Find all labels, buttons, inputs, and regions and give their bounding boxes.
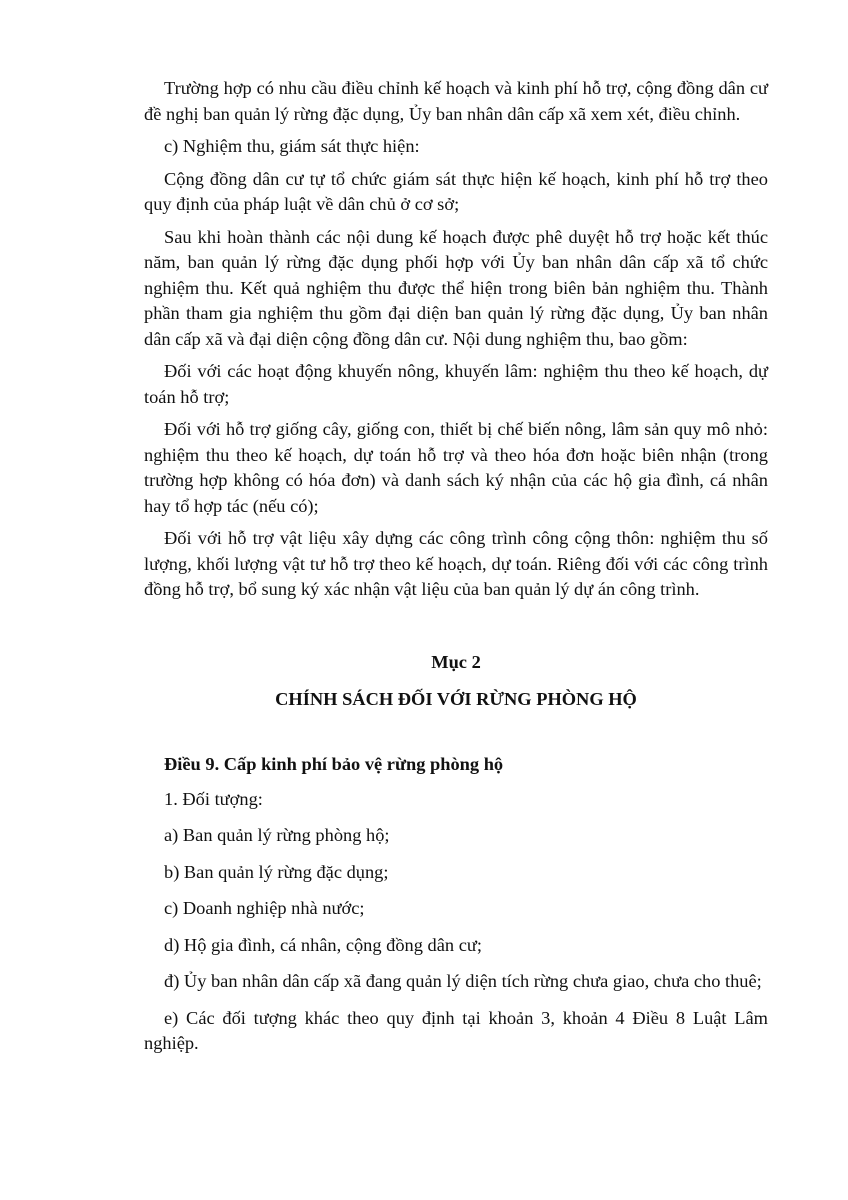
document-page bbox=[144, 76, 768, 1068]
article-item-e: e) Các đối tượng khác theo quy định tại khoản 3, khoản 4 Điều 8 Luật Lâm nghiệp. bbox=[144, 1007, 768, 1053]
article-item-b: b) Ban quản lý rừng đặc dụng; bbox=[164, 861, 389, 882]
paragraph-acceptance-procedure: Sau khi hoàn thành các nội dung kế hoạch được phê duyệt hỗ trợ hoặc kết thúc năm, ban quản lý rừng đặc dụng phối hợp với Ủy ban nhân dân cấp xã tổ chức nghiệm thu. Kết quả nghiệm thu được thể hiện trong biên bản nghiệm thu. Thành phần tham gia nghiệm thu gồm đại diện ban quản lý rừng đặc dụng, Ủy ban nhân dân cấp xã và đại diện cộng đồng dân cư. Nội dung nghiệm thu, bao gồm: bbox=[144, 226, 768, 349]
section-label: Mục 2 bbox=[431, 651, 481, 672]
section-spacer bbox=[144, 610, 768, 650]
article-item-c: c) Doanh nghiệp nhà nước; bbox=[164, 898, 365, 918]
paragraph-adjustment-request: Trường hợp có nhu cầu điều chỉnh kế hoạch và kinh phí hỗ trợ, cộng đồng dân cư đề nghị ban quản lý rừng đặc dụng, Ủy ban nhân dân cấp xã xem xét, điều chỉnh. bbox=[144, 78, 768, 124]
paragraph-seedlings-equipment: Đối với hỗ trợ giống cây, giống con, thiết bị chế biến nông, lâm sản quy mô nhỏ: nghiệm thu theo kế hoạch, dự toán hỗ trợ và theo hóa đơn hoặc biên nhận (trong trường hợp không có hóa đơn) và danh sách ký nhận của các hộ gia đình, cá nhân hay tổ hợp tác (nếu có); bbox=[144, 419, 768, 516]
article-item-d: d) Hộ gia đình, cá nhân, cộng đồng dân cư; bbox=[164, 934, 482, 955]
article-item-subjects: 1. Đối tượng: bbox=[164, 788, 263, 809]
paragraph-community-supervision: Cộng đồng dân cư tự tổ chức giám sát thực hiện kế hoạch, kinh phí hỗ trợ theo quy định của pháp luật về dân chủ ở cơ sở; bbox=[144, 168, 768, 214]
article-item-a: a) Ban quản lý rừng phòng hộ; bbox=[164, 825, 390, 845]
paragraph-acceptance-heading: c) Nghiệm thu, giám sát thực hiện: bbox=[164, 136, 420, 156]
article-item-dd: đ) Ủy ban nhân dân cấp xã đang quản lý diện tích rừng chưa giao, chưa cho thuê; bbox=[164, 971, 762, 991]
paragraph-construction-materials: Đối với hỗ trợ vật liệu xây dựng các công trình công cộng thôn: nghiệm thu số lượng, khối lượng vật tư hỗ trợ theo kế hoạch, dự toán. Riêng đối với các công trình đồng hỗ trợ, bổ sung ký xác nhận vật liệu của ban quản lý dự án công trình. bbox=[144, 528, 768, 599]
article-heading: Điều 9. Cấp kinh phí bảo vệ rừng phòng hộ bbox=[164, 753, 504, 774]
section-title: CHÍNH SÁCH ĐỐI VỚI RỪNG PHÒNG HỘ bbox=[275, 688, 637, 709]
paragraph-extension-activities: Đối với các hoạt động khuyến nông, khuyến lâm: nghiệm thu theo kế hoạch, dự toán hỗ trợ; bbox=[144, 361, 768, 407]
